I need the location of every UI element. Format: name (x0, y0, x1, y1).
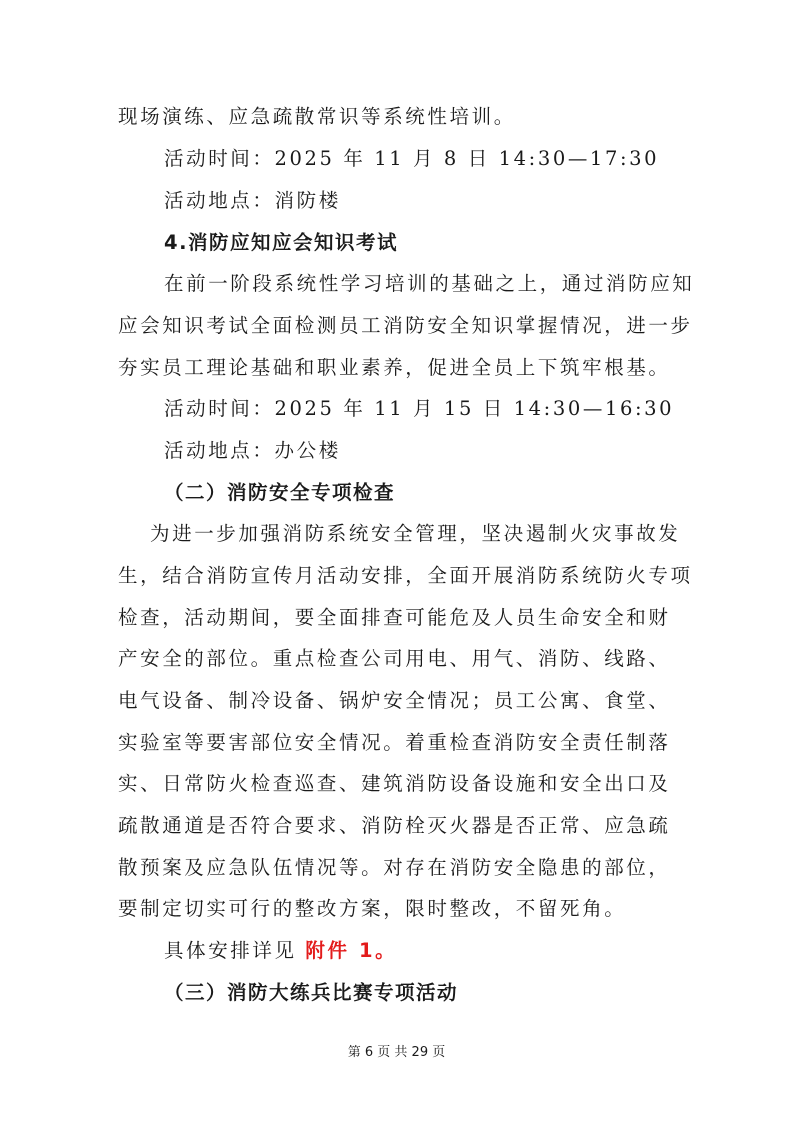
activity-place-1: 活动地点：消防楼 (164, 189, 341, 212)
paragraph-line: 要制定切实可行的整改方案，限时整改，不留死角。 (118, 897, 627, 920)
attachment-reference (0, 935, 793, 967)
section-heading-competition: （三）消防大练兵比赛专项活动 (164, 981, 459, 1004)
paragraph-line: 产安全的部位。重点检查公司用电、用气、消防、线路、 (118, 647, 671, 670)
attachment-prefix: 具体安排详见 (164, 939, 297, 962)
activity-time-2: 活动时间：2025 年 11 月 15 日 14:30—16:30 (164, 397, 675, 420)
paragraph-line: 夯实员工理论基础和职业素养，促进全员上下筑牢根基。 (118, 356, 671, 379)
paragraph-line: 检查，活动期间，要全面排查可能危及人员生命安全和财 (118, 606, 671, 629)
paragraph-line: 生，结合消防宣传月活动安排，全面开展消防系统防火专项 (118, 564, 693, 587)
paragraph-line: 疏散通道是否符合要求、消防栓灭火器是否正常、应急疏 (118, 814, 671, 837)
paragraph-line: 应会知识考试全面检测员工消防安全知识掌握情况，进一步 (118, 314, 693, 337)
activity-time-1: 活动时间：2025 年 11 月 8 日 14:30—17:30 (164, 147, 660, 170)
activity-place-2: 活动地点：办公楼 (164, 439, 341, 462)
paragraph-line: 为进一步加强消防系统安全管理，坚决遏制火灾事故发 (150, 522, 681, 545)
section-heading-inspection: （二）消防安全专项检查 (164, 481, 396, 504)
page-footer: 第 6 页 共 29 页 (347, 1045, 446, 1060)
attachment-link[interactable]: 附件 1。 (305, 939, 398, 962)
section-heading-exam: 4.消防应知应会知识考试 (164, 231, 398, 254)
paragraph-continuation: 现场演练、应急疏散常识等系统性培训。 (118, 105, 516, 128)
paragraph-line: 电气设备、制冷设备、锅炉安全情况；员工公寓、食堂、 (118, 689, 671, 712)
paragraph-line: 在前一阶段系统性学习培训的基础之上，通过消防应知 (164, 272, 695, 295)
paragraph-line: 散预案及应急队伍情况等。对存在消防安全隐患的部位， (118, 856, 671, 879)
paragraph-line: 实验室等要害部位安全情况。着重检查消防安全责任制落 (118, 731, 671, 754)
paragraph-line: 实、日常防火检查巡查、建筑消防设备设施和安全出口及 (118, 772, 671, 795)
